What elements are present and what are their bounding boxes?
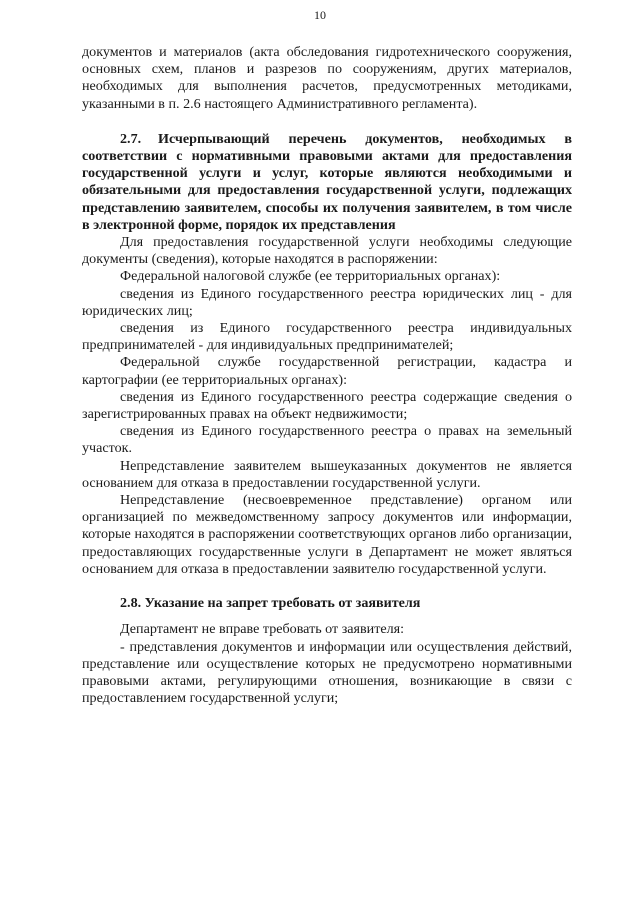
section-2-8-heading: 2.8. Указание на запрет требовать от заявителя — [120, 595, 421, 612]
document-body — [82, 44, 572, 707]
paragraph-non-submission-organization: Непредставление (несвоевременное представление) органом или организацией по межведомственному запросу документов или информации, которые находятся в распоряжении соответствующих органов либо организации, предоставляющих государственные услуги в Департамент не может являться основанием для отказа в предоставлении заявителю государственной услуги. — [82, 492, 572, 577]
section-2-7-title: Исчерпывающий перечень документов, необходимых в соответствии с нормативными правовыми актами для предоставления государственной услуги и услуг, которые являются необходимыми и обязательными для предоставления государственной услуги, подлежащих представлению заявителем, способы их получения заявителем, в том числе в электронной форме, порядок их представления — [82, 130, 572, 233]
paragraph-legal-entities-registry: сведения из Единого государственного реестра юридических лиц - для юридических лиц; — [82, 285, 572, 319]
paragraph-real-estate-rights: сведения из Единого государственного реестра содержащие сведения о зарегистрированных правах на объект недвижимости; — [82, 388, 572, 423]
page-number: 10 — [314, 8, 326, 22]
paragraph-land-rights: сведения из Единого государственного реестра о правах на земельный участок. — [82, 423, 572, 457]
paragraph-prohibited-requirement: - представления документов и информации или осуществления действий, представление или осуществление которых не предусмотрено нормативными правовыми актами, регулирующими отношения, возникающие в связи с предоставлением государственной услуги; — [82, 638, 572, 707]
paragraph-materials: документов и материалов (акта обследования гидротехнического сооружения, основных схем, планов и разрезов по сооружениям, других материалов, необходимых для выполнения расчетов, предусмотренных методиками, указанными в п. 2.6 настоящего Административного регламента). — [82, 44, 572, 112]
paragraph-entrepreneurs-registry: сведения из Единого государственного реестра индивидуальных предпринимателей - для индивидуальных предпринимателей; — [82, 320, 572, 354]
paragraph-tax-service: Федеральной налоговой службе (ее территориальных органах): — [120, 268, 501, 285]
paragraph-required-documents: Для предоставления государственной услуги необходимы следующие документы (сведения), которые находятся в распоряжении: — [82, 234, 572, 268]
paragraph-department-prohibition: Департамент не вправе требовать от заявителя: — [120, 621, 405, 638]
paragraph-non-submission-applicant: Непредставление заявителем вышеуказанных документов не является основанием для отказа в предоставлении государственной услуги. — [82, 457, 572, 491]
paragraph-registration-service: Федеральной службе государственной регистрации, кадастра и картографии (ее территориальных органах): — [82, 354, 572, 388]
section-2-7-number: 2.7. — [120, 130, 142, 147]
section-2-7-heading — [82, 131, 572, 234]
